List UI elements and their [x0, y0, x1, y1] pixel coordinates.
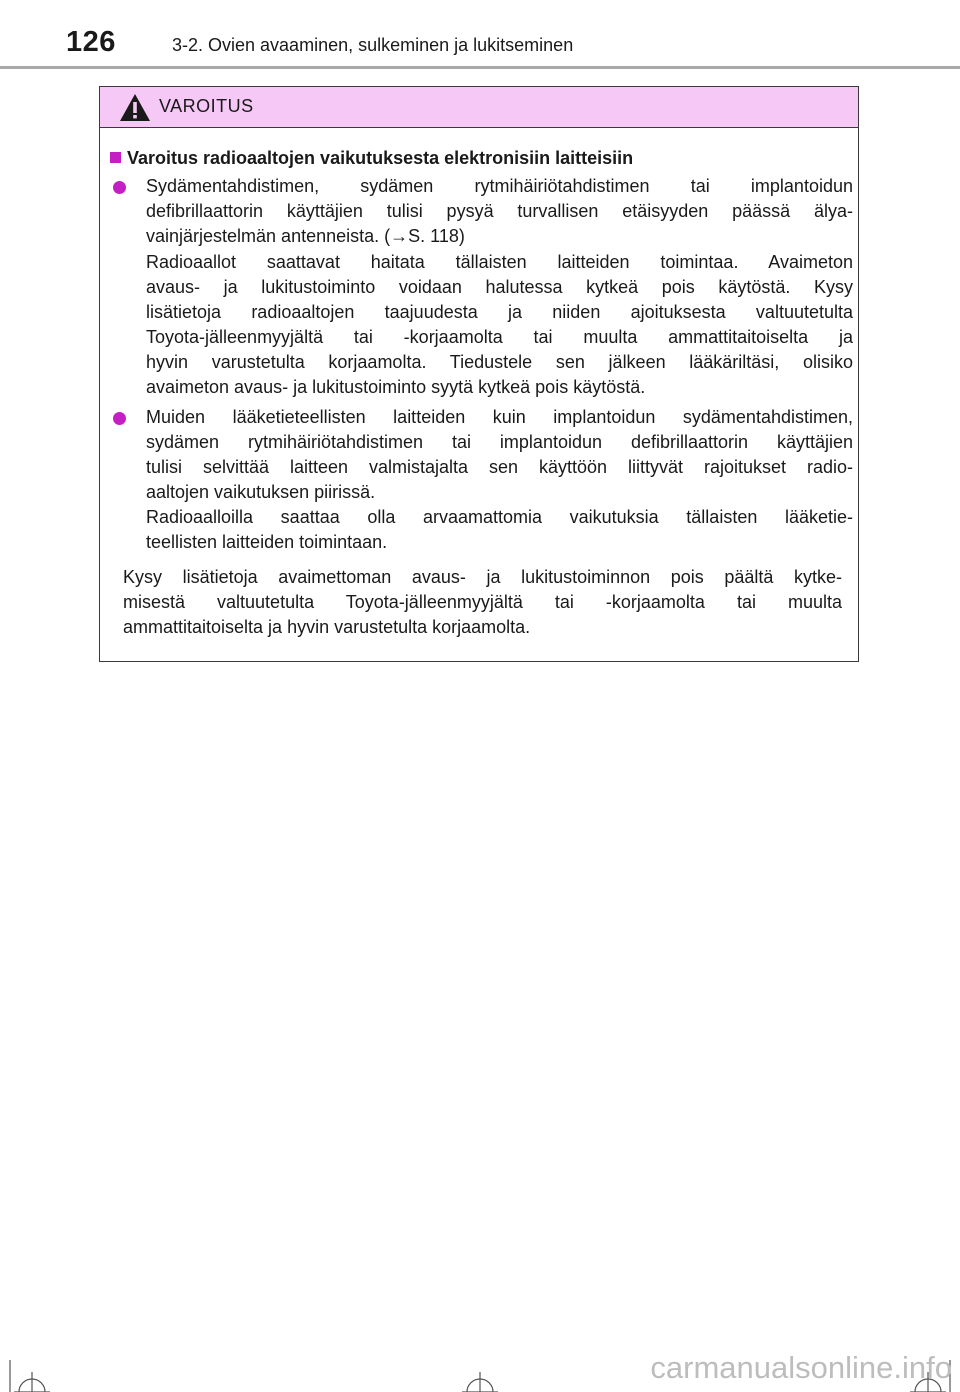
warning-heading-text: Varoitus radioaaltojen vaikutuksesta elektronisiin laitteisiin: [127, 148, 634, 168]
bullet1-line: defibrillaattorin käyttäjien tulisi pysyä turvallisen etäisyyden päässä älya-: [146, 201, 853, 221]
bullet1-line: avaus- ja lukitustoiminto voidaan halutessa kytkeä pois käytöstä. Kysy: [146, 277, 853, 297]
header-rule: [0, 66, 960, 69]
bullet1-line: vainjärjestelmän antenneista. (→S. 118): [146, 226, 465, 246]
warning-triangle-icon: [119, 93, 151, 122]
section-title: 3-2. Ovien avaaminen, sulkeminen ja lukitseminen: [172, 35, 574, 55]
bullet1-line: Radioaallot saattavat haitata tällaisten laitteiden toimintaa. Avaimeton: [146, 252, 853, 272]
closing-line: misestä valtuutetulta Toyota-jälleenmyyjältä tai -korjaamolta tai muulta: [123, 592, 842, 612]
closing-line: ammattitaitoiselta ja hyvin varustetulta korjaamolta.: [123, 617, 531, 637]
bullet1-line: Toyota-jälleenmyyjältä tai -korjaamolta tai muulta ammattitaitoiselta ja: [146, 327, 853, 347]
bullet1-line: avaimeton avaus- ja lukitustoiminto syytä kytkeä pois käytöstä.: [146, 377, 646, 397]
bullet1-line: Sydämentahdistimen, sydämen rytmihäiriötahdistimen tai implantoidun: [146, 176, 853, 196]
bullet2-line: tulisi selvittää laitteen valmistajalta sen käyttöön liittyvät rajoitukset radio-: [146, 457, 853, 477]
warning-box: [99, 86, 859, 662]
square-bullet-icon: [110, 152, 121, 163]
warning-header: [100, 87, 858, 128]
bullet1-line: lisätietoja radioaaltojen taajuudesta ja niiden ajoituksesta valtuutetulta: [146, 302, 853, 322]
warning-heading: [110, 148, 633, 169]
bullet2-line: Radioaalloilla saattaa olla arvaamattomia vaikutuksia tällaisten lääketie-: [146, 507, 853, 527]
bullet1-line: hyvin varustetulta korjaamolta. Tiedustele sen jälkeen lääkäriltäsi, olisiko: [146, 352, 853, 372]
page-header: [0, 0, 960, 72]
bullet2-line: teellisten laitteiden toimintaan.: [146, 532, 388, 552]
bullet2-line: Muiden lääketieteellisten laitteiden kuin implantoidun sydämentahdistimen,: [146, 407, 853, 427]
bullet2-line: sydämen rytmihäiriötahdistimen tai implantoidun defibrillaattorin käyttäjien: [146, 432, 853, 452]
closing-line: Kysy lisätietoja avaimettoman avaus- ja lukitustoiminnon pois päältä kytke-: [123, 567, 842, 587]
circle-bullet-icon: [113, 181, 126, 194]
page-number: 126: [66, 26, 116, 58]
watermark: carmanualsonline.info: [650, 1350, 952, 1385]
circle-bullet-icon: [113, 412, 126, 425]
bullet2-line: aaltojen vaikutuksen piirissä.: [146, 482, 376, 502]
warning-label: VAROITUS: [159, 96, 254, 116]
